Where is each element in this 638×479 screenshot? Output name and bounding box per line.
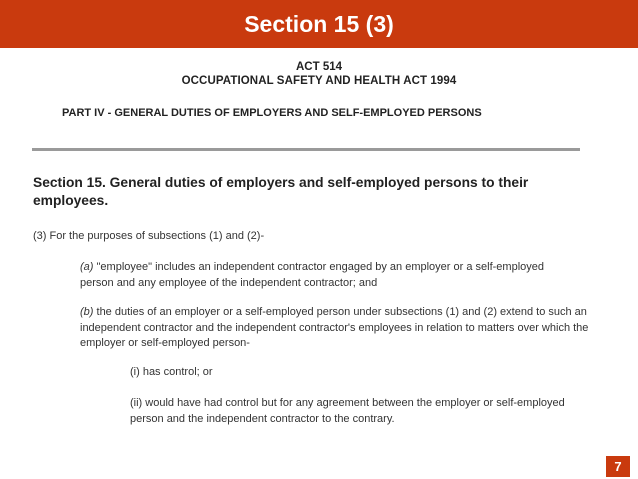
slide-title: Section 15 (3) — [244, 11, 394, 37]
paragraph-b-label: (b) — [80, 306, 94, 318]
paragraph-b-text: the duties of an employer or a self-employed person under subsections (1) and (2) extend to such an independent contractor and the independent contractor's employees in relation to matters over which the employer or self-employed person- — [80, 306, 589, 350]
item-i: (i) has control; or — [130, 366, 213, 378]
paragraph-a-label: (a) — [80, 261, 94, 273]
paragraph-b — [80, 305, 590, 352]
act-title: OCCUPATIONAL SAFETY AND HEALTH ACT 1994 — [181, 75, 457, 87]
section-heading: Section 15. General duties of employers and self-employed persons to their employees. — [33, 175, 529, 208]
part-title: PART IV - GENERAL DUTIES OF EMPLOYERS AND SELF-EMPLOYED PERSONS — [62, 107, 482, 119]
item-ii: (ii) would have had control but for any agreement between the employer or self-employed person and the independent contractor to the contrary. — [130, 397, 565, 425]
paragraph-a-text: "employee" includes an independent contractor engaged by an employer or a self-employed person and any employee of the independent contractor; and — [80, 261, 544, 289]
subsection-3: (3) For the purposes of subsections (1) and (2)- — [33, 230, 265, 242]
paragraph-a — [80, 260, 580, 291]
page-number-badge: 7 — [606, 456, 630, 477]
horizontal-rule — [32, 148, 580, 151]
act-number: ACT 514 — [295, 61, 343, 73]
